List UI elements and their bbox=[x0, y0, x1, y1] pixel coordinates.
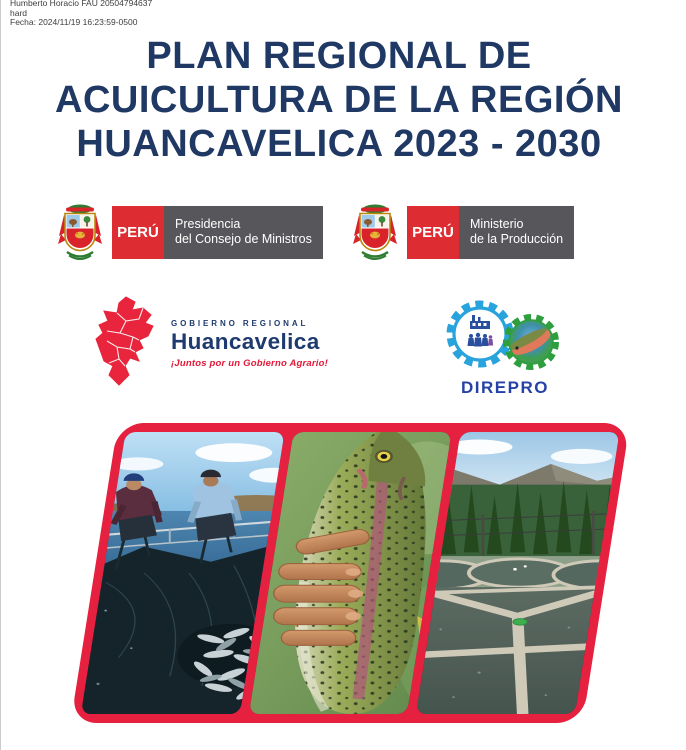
pcm-entity-line-1: Presidencia bbox=[175, 217, 241, 231]
signature-line-2: hard bbox=[10, 7, 28, 18]
gore-overline: GOBIERNO REGIONAL bbox=[171, 319, 309, 328]
gore-slogan: ¡Juntos por un Gobierno Agrario! bbox=[171, 358, 328, 369]
peru-wordmark: PERÚ bbox=[407, 206, 459, 259]
pcm-entity-name bbox=[164, 206, 323, 259]
digital-signature-block bbox=[10, 0, 152, 28]
peru-coat-of-arms-icon bbox=[57, 200, 103, 264]
direpro-logo bbox=[443, 298, 567, 398]
photo-rainbow-trout-hand bbox=[249, 432, 452, 714]
logo-produce bbox=[352, 200, 574, 264]
signature-line-3: Fecha: 2024/11/19 16:23:59-0500 bbox=[10, 17, 138, 27]
photo-lake-net-harvest bbox=[81, 432, 284, 714]
photo-collage bbox=[70, 423, 630, 723]
lake-net-photo-art bbox=[81, 432, 284, 714]
peru-coat-of-arms-icon bbox=[352, 200, 398, 264]
produce-entity-name bbox=[459, 206, 574, 259]
gore-name: Huancavelica bbox=[171, 329, 320, 354]
pcm-entity-line-2: del Consejo de Ministros bbox=[175, 232, 312, 246]
direpro-label: DIREPRO bbox=[461, 378, 549, 397]
title-line-1: PLAN REGIONAL DE bbox=[146, 35, 532, 77]
produce-entity-line-2: de la Producción bbox=[470, 232, 564, 246]
title-line-2: ACUICULTURA DE LA REGIÓN bbox=[55, 79, 623, 121]
photo-fish-farm-ponds bbox=[416, 432, 619, 714]
produce-entity-line-1: Ministerio bbox=[470, 217, 524, 231]
fish-farm-photo-art bbox=[416, 432, 619, 714]
trout-photo-art bbox=[249, 432, 452, 714]
direpro-gears-icon bbox=[443, 298, 567, 376]
title-line-3: HUANCAVELICA 2023 - 2030 bbox=[76, 123, 602, 165]
signature-line-1: Humberto Horacio FAU 20504794637 bbox=[10, 0, 153, 8]
gore-huancavelica-logo bbox=[171, 319, 328, 369]
logo-pcm bbox=[57, 200, 323, 264]
peru-wordmark: PERÚ bbox=[112, 206, 164, 259]
page-title bbox=[0, 34, 678, 166]
huancavelica-region-map-icon bbox=[93, 295, 165, 387]
